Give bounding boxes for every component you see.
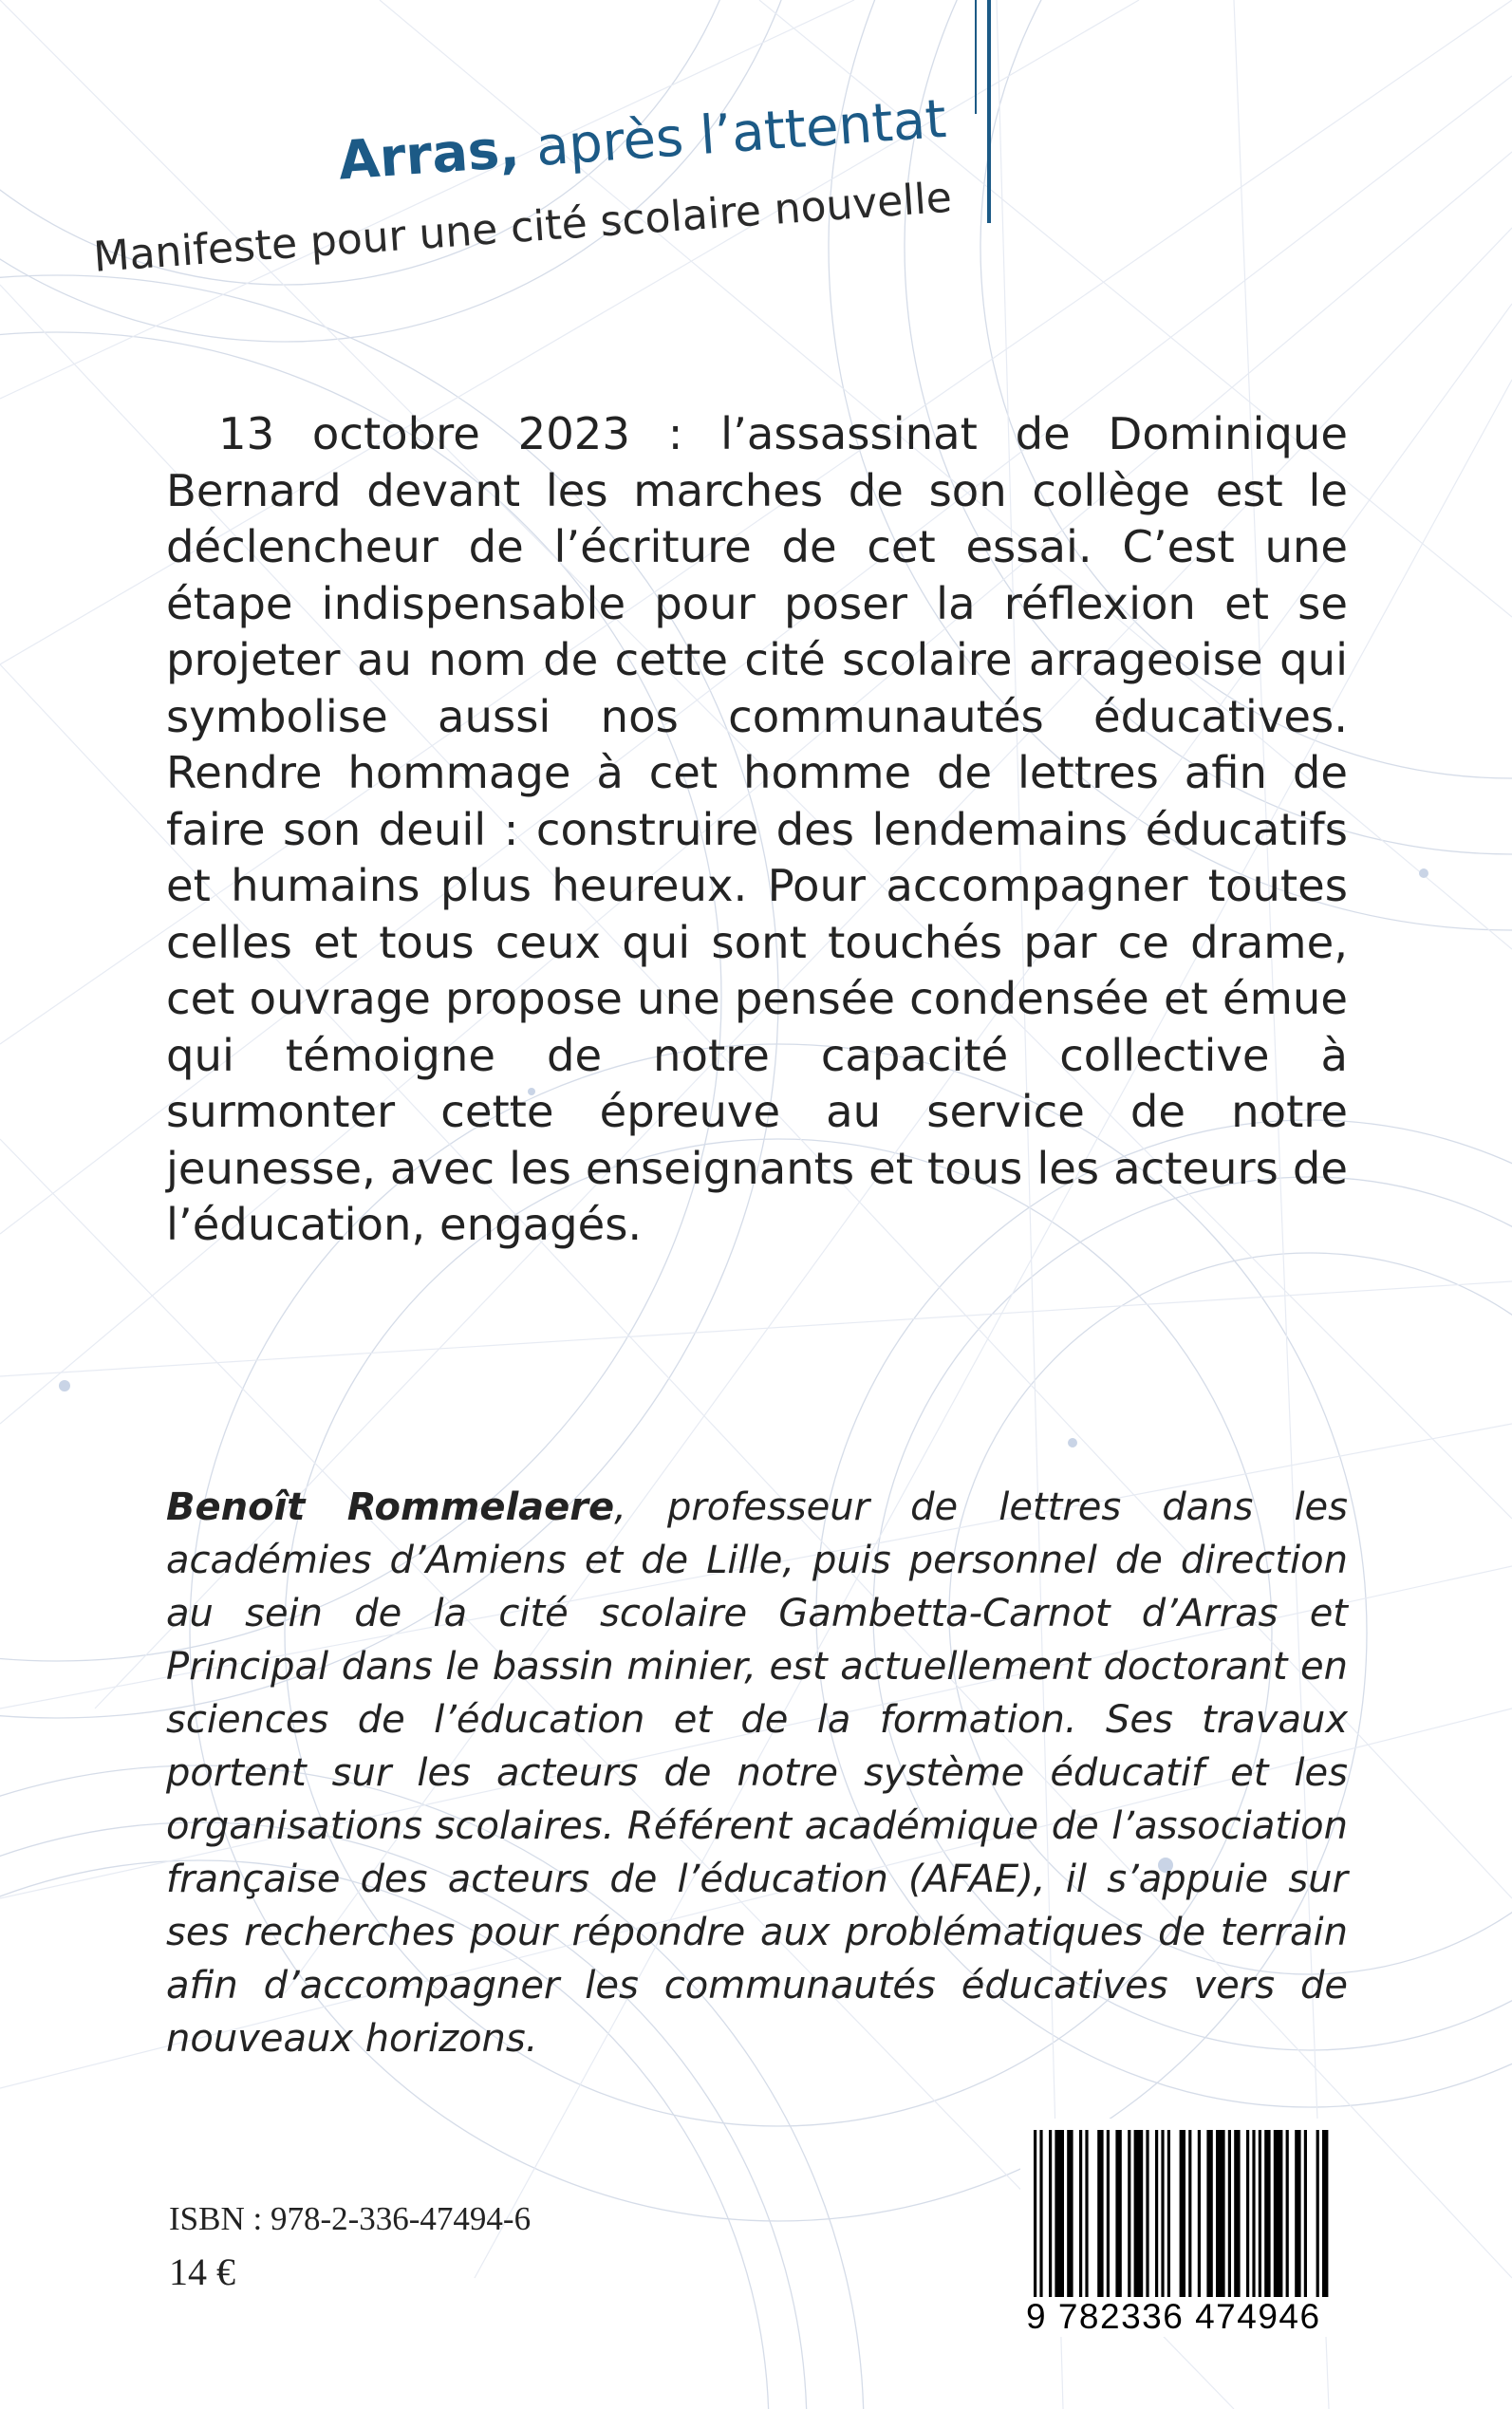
book-title-rest: après l’attentat — [516, 87, 949, 180]
author-bio-text: , professeur de lettres dans les académies d’Amiens et de Lille, puis personnel de direction au sein de la cité scolaire Gambetta-Carnot d’Arras et Principal dans le bassin minier, est actuellement doctorant en sciences de l’éducation et de la formation. Ses travaux portent sur les acteurs de notre système éducatif et les organisations scolaires. Référent académique de l’association française des acteurs de l’éducation (AFAE), il s’appuie sur ses recherches pour répondre aux problématiques de terrain afin d’accompagner les communautés éducatives vers de nouveaux horizons. — [166, 1485, 1349, 2061]
barcode-bar — [1198, 2130, 1201, 2297]
barcode-bar — [1188, 2130, 1191, 2297]
barcode-bar — [1246, 2130, 1249, 2297]
barcode-bar — [1216, 2130, 1225, 2297]
barcode-bar — [1155, 2130, 1158, 2297]
book-title-bold: Arras, — [336, 118, 522, 193]
barcode-bar — [1079, 2130, 1082, 2297]
barcode-bar — [1146, 2130, 1148, 2297]
book-summary: 13 octobre 2023 : l’assassinat de Dominique Bernard devant les marches de son collège est le déclencheur de l’écriture de cet essai. C’est une étape indispensable pour poser la réflexion et se projeter au nom de cette cité scolaire arrageoise qui symbolise aussi nos communautés éducatives. Rendre hommage à cet homme de lettres afin de faire son deuil : construire des lendemains éducatifs et humains plus heureux. Pour accompagner toutes celles et tous ceux qui sont touchés par ce drame, cet ouvrage propose une pensée condensée et émue qui témoigne de notre capacité collective à surmonter cette épreuve au service de notre jeunesse, avec les enseignants et tous les acteurs de l’éducation, engagés. — [166, 408, 1348, 1250]
barcode-bar — [1234, 2130, 1240, 2297]
barcode-bar — [1206, 2130, 1212, 2297]
barcode-bar — [1067, 2130, 1073, 2297]
author-name: Benoît Rommelaere — [166, 1485, 615, 1529]
barcode-bar — [1034, 2130, 1036, 2297]
barcode-bar — [1286, 2130, 1289, 2297]
barcode-bar — [1180, 2130, 1185, 2297]
price: 14 € — [169, 2250, 235, 2293]
barcode-bar — [1107, 2130, 1110, 2297]
barcode-bar — [1049, 2130, 1052, 2297]
barcode-bar — [1252, 2130, 1255, 2297]
barcode — [1020, 2119, 1343, 2337]
barcode-bar — [1295, 2130, 1300, 2297]
barcode-bar — [1055, 2130, 1064, 2297]
barcode-bar — [1039, 2130, 1042, 2297]
barcode-bar — [1304, 2130, 1307, 2297]
barcode-bar — [1097, 2130, 1103, 2297]
book-subtitle: Manifeste pour une cité scolaire nouvelle — [91, 173, 954, 282]
barcode-bar — [1115, 2130, 1121, 2297]
barcode-bar — [1316, 2130, 1319, 2297]
barcode-bar — [1259, 2130, 1261, 2297]
author-bio — [166, 1481, 1348, 2065]
barcode-bar — [1134, 2130, 1144, 2297]
barcode-bar — [1274, 2130, 1283, 2297]
barcode-bar — [1161, 2130, 1164, 2297]
isbn: ISBN : 978-2-336-47494-6 — [169, 2200, 532, 2237]
barcode-bar — [1167, 2130, 1170, 2297]
barcode-bar — [1322, 2130, 1328, 2297]
barcode-bars — [1032, 2130, 1332, 2297]
barcode-bar — [1228, 2130, 1231, 2297]
barcode-digits: 9 782336 474946 — [1026, 2297, 1321, 2336]
barcode-bar — [1128, 2130, 1130, 2297]
book-title — [336, 88, 948, 193]
barcode-bar — [1085, 2130, 1088, 2297]
barcode-bar — [1264, 2130, 1270, 2297]
